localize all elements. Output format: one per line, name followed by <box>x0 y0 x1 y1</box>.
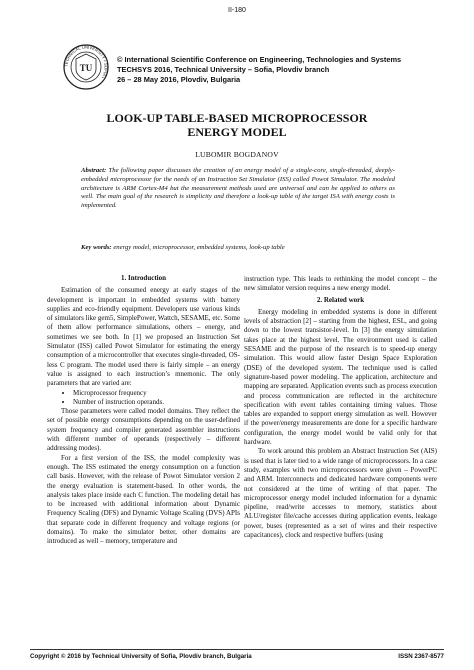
title-line: LOOK-UP TABLE-BASED MICROPROCESSOR <box>106 111 368 125</box>
conference-line: 26 – 28 May 2016, Plovdiv, Bulgaria <box>117 75 241 84</box>
keywords <box>81 244 395 253</box>
title-line: ENERGY MODEL <box>187 125 287 139</box>
paragraph: For a first version of the ISS, the model complexity was enough. The ISS estimated the energy consumption on a function call basis. However, with the release of Powot Simulator version 2 the energy evaluation is statement-based. In other words, the analysis takes place inside each C function. The modeling detail has to be increased with additional information about Dynamic Frequency Scaling (DFS) and Dynamic Voltage Scaling (DVS) APIs that separate code in different frequency and voltage regions (or domains). To make the simulator better, other domains are introduced as well – memory, temperature and <box>47 453 240 546</box>
left-column <box>47 272 240 547</box>
footer-copyright: Copyright © 2016 by Technical University of Sofia, Plovdiv branch, Bulgaria <box>30 653 252 660</box>
section-heading: 2. Related work <box>316 295 365 304</box>
paragraph: instruction type. This leads to rethinking the model concept – the new simulator version requires a new energy model. <box>244 275 437 293</box>
seal-ring-text: TECHNICAL UNIVERSITY • SOFIA • <box>63 44 109 80</box>
bullet-list <box>47 389 240 408</box>
author-name: LUBOMIR BOGDANOV <box>195 150 279 159</box>
paragraph: To work around this problem an Abstract Instruction Set (AIS) is used that is later tied to a wide range of microprocessors. In a case study, examples with two microprocessors were given – PowerPC and ARM. Interconnects and dedicated hardware components were not considered at the time of writing of that paper. The microprocessor energy model included information for a dynamic pipeline, read/write accesses to memory, statistics about ALU/register file/cache accesses during application events, leakage power, buses (represented as a set of wires and their respective capacitances), clock and respective buffers (using <box>244 447 437 540</box>
paragraph: Those parameters were called model domains. They reflect the set of possible energy consumptions depending on the user-defined system frequency and compiler generated assembler instructions with different number of operands (respectively – different addressing modes). <box>47 407 240 453</box>
seal-center-text: TU <box>79 63 93 73</box>
abstract-label: Abstract: <box>81 167 107 174</box>
paper-title <box>60 111 414 139</box>
paragraph: Estimation of the consumed energy at early stages of the development is important in embedded systems with battery supplies and eco-friendly equipment. Developers use various kinds of simulators like gem5, SimplePower, Wattch, SESAME, etc. Some of them allow performance simulations, others – energy, and sometimes we see both. In [1] we proposed an Instruction Set Simulator (ISS) called Powot Simulator for estimating the energy consumption of a microcontroller that executes single-threaded, OS-less C program. The model used there is fairly simple – an energy value is assigned to each instruction’s mnemonic. The only parameters that are varied are: <box>47 286 240 388</box>
list-item: • Microprocessor frequency <box>73 389 240 398</box>
keywords-text: energy model, microprocessor, embedded systems, look-up table <box>113 244 285 251</box>
right-column <box>244 275 437 540</box>
list-item: • Number of instruction operands. <box>73 398 240 407</box>
paragraph: Energy modeling in embedded systems is done in different levels of abstraction [2] – starting from the highest, ESL, and going down to the lowest transistor-level. In [3] the energy simulation takes place at the highest level. The environment used is called SESAME and the purpose of the research is to speed-up energy simulation. This would allow faster Design Space Exploration (DSE) of the developed system. The technique used is called signature-based power modeling. The application, architecture and mapping are separated. Application events such as process execution and process communication are reflected in the architecture specification with event tables containing timing values. Those tables are expanded to support energy simulation as well. However if the power/energy measurements are done for a specific hardware configuration, the energy model would be valid only for that hardware. <box>244 307 437 447</box>
conference-line: TECHSYS 2016, Technical University – Sofia, Plovdiv branch <box>117 65 330 74</box>
keywords-label: Key words: <box>81 244 112 251</box>
page-number: II-180 <box>228 7 246 14</box>
abstract <box>81 167 395 211</box>
conference-info <box>117 55 467 85</box>
footer-divider <box>30 649 444 650</box>
footer-issn: ISSN 2367-8577 <box>398 653 444 660</box>
abstract-text: The following paper discusses the creation of an energy model of a single-core, single-threaded, deeply-embedded microprocessor for the needs of an Instruction Set Simulator (ISS) called Powot Simulator. The modeled architecture is ARM Cortex-M4 but the measurement methods used are universal and can be applied to others as well. The main goal of the research is simplicity and therefore a look-up table of the target ISA with energy costs is implemented. <box>81 167 395 210</box>
university-seal-icon <box>63 44 109 90</box>
conference-line: © International Scientific Conference on Engineering, Technologies and Systems <box>117 55 402 64</box>
section-heading: 1. Introduction <box>121 274 166 282</box>
